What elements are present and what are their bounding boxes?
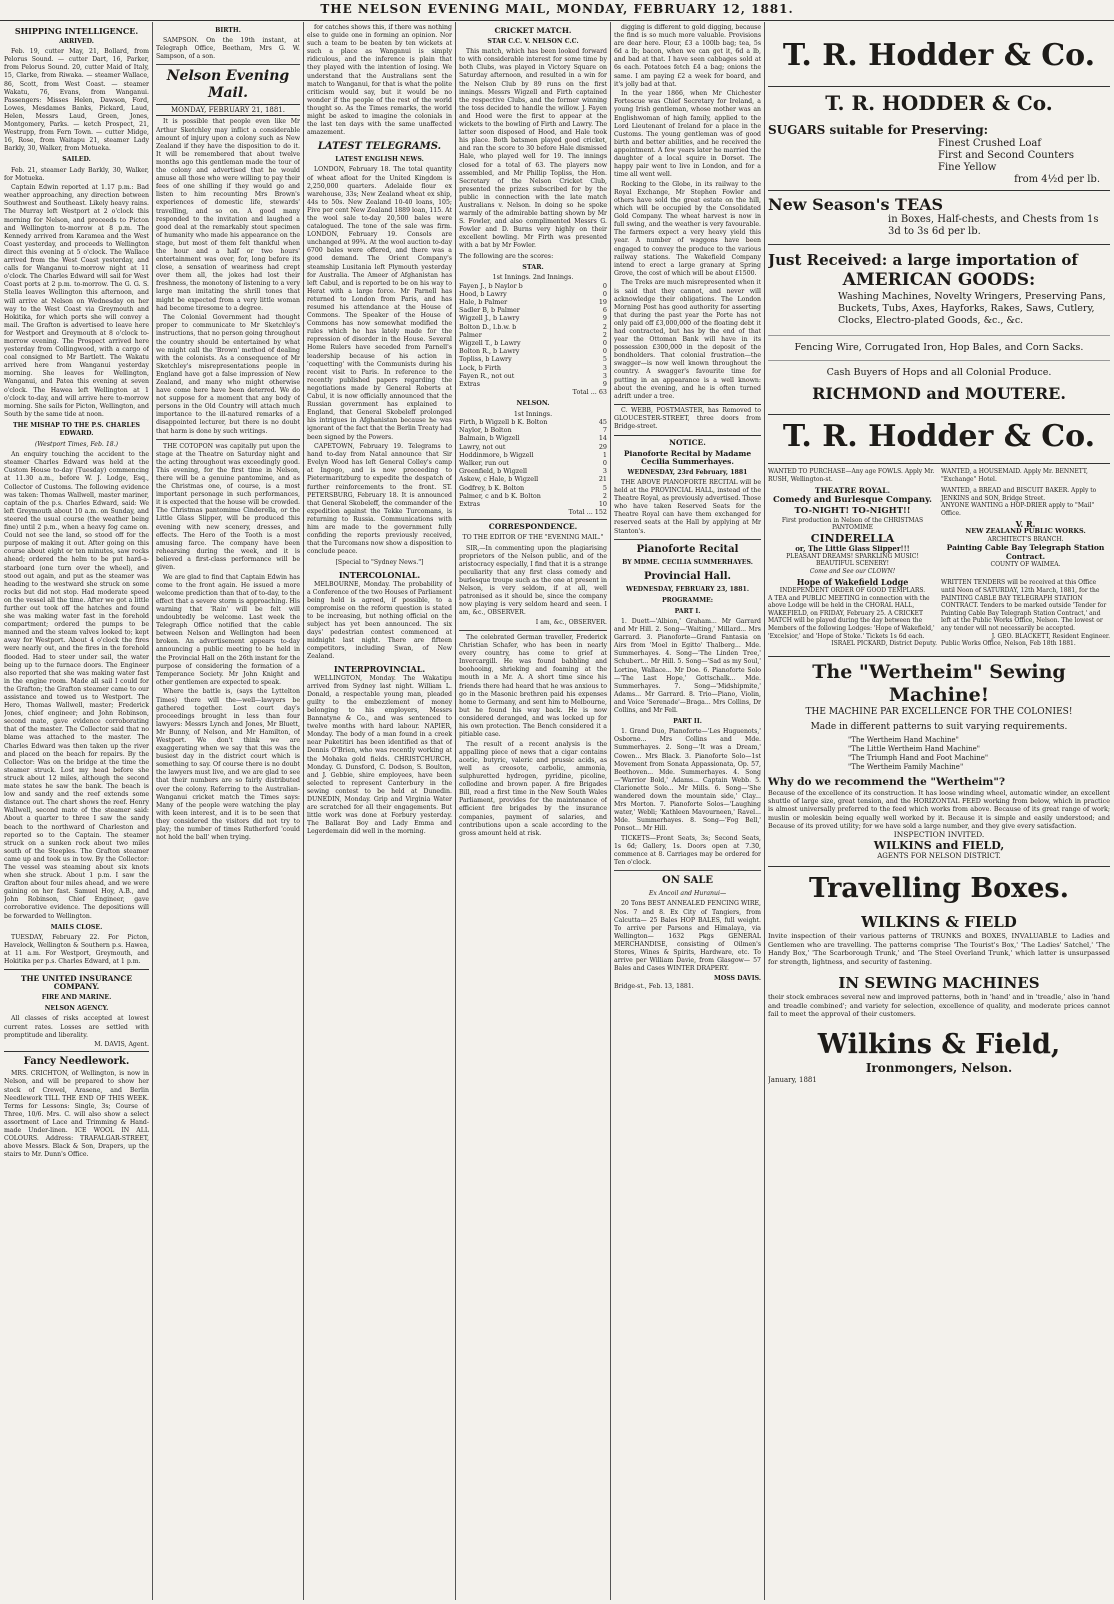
- theatre-company: Comedy and Burlesque Company.: [772, 494, 932, 505]
- score-row: [459, 306, 607, 314]
- scorecard: [459, 252, 607, 516]
- divider: [459, 519, 607, 520]
- recital-2-date: WEDNESDAY, FEBRUARY 23, 1881.: [626, 585, 749, 593]
- batsman-runs: 3: [602, 467, 607, 476]
- mishap-text: An enquiry touching the accident to the steamer Charles Edward was held at the Custom House to-day (Tuesday) commencing at 11.30 a.m., before W. J. Lodge, Esq., Collector of Customs. The following evidence was taken: Thomas Wallwell, master mariner, captain of the p.s. Charles Edward, said: We left Greymouth about 10 a.m. on Sunday, and steered the usual course (the weather being fine) until 2 p.m., when a heavy fog came on. Could not see the land, so stood off for the purpose of making it out. After going on this course about eight or ten minutes, saw rocks ahead; ordered the helm to be put hard-a-starboard (one turn over the wheel), and stood out again, and put as the steamer was heading to the westward she struck on some rocks but did not stop. Had moderate speed on the vessel all the time. After we got a little further out took off the hatches and found she was making water fast in the forehold compartment; ordered the pumps to be manned and the steam valves looked to; kept away for Westport. About 4 o'clock the fires were nearly out, and the fires in the forehold flooded. Had to steer under sail, the water being up to the furnace doors. The Engineer also reported that she was making water fast in the engine room. Made all sail I could for the Grafton; the Grafton steamer came to our assistance and towed us to Westport. The Hero, Thomas Wallwell, master; Frederick Jones, chief engineer; and John Robinson, second mate, gave evidence corroborating that of the master. The Collector said that no blame was attached to the master. The Charles Edward was then taken up the river and placed on the beach for repairs. By the Collector: Was on the bridge at the time the steamer struck. Lost my head before she struck about 12 miles, although the second mate states he saw the bank. The beach is low and sandy and the reef extends some distance out. The chart shows the reef. Henry Wallwell, second mate of the steamer said: About a quarter to three I saw the sandy beach to the northward of Charleston and reported so to the Captain. The steamer struck on a sunken rock about two miles south of the Steeples. The Grafton steamer came up and took us in tow. By the Collector: The vessel was steaming about six knots when she struck. About 1 p.m. I saw the Grafton about four miles ahead, and we were gaining on her fast. Samuel Hoy, A.B., and John Robinson, Chief Engineer, gave corroborative evidence. The depositions will be forwarded to Wellington.: [4, 451, 149, 920]
- batsman-runs: 45: [598, 417, 607, 426]
- insurance-agent: M. DAVIS, Agent.: [94, 1041, 149, 1049]
- score-row: [459, 364, 607, 372]
- divider: [614, 870, 761, 871]
- wanted-row-1: [768, 463, 1110, 483]
- cricket-match-text: This match, which has been looked forward to with considerable interest for some time by both Clubs, was played in Victory Square on Saturday afternoon, and resulted in a win for the Nelson Club by 89 runs on the first innings. Messrs Wigzell and Firth captained the respective Clubs, and the former winning the toss decided to handle the willow. J. Fayen and Hood were the first to appear at the wickets to the bowling of Firth and Lawry. The latter soon disposed of Hood, and Hale took his place. Both batsmen played good cricket, and ran the score to 30 before Hale dismissed Hale, who played well for 19. The innings closed for a total of 63. The players now assembled, and Mr Phillip Topliss, the Hon. Secretary of the Nelson Cricket Club, presented the prizes subscribed for by the public in connection with the late match Australians v. Nelson. In doing so he spoke warmly of the admirable batting shown by Mr S. Fowler, and also complimented Messrs G. Fowler and D. Burns very highly on their excellent bowling. Mr Firth was presented with a bat by Mr Fowler.: [459, 48, 607, 250]
- batsman-name: Fayen R., not out: [459, 371, 515, 380]
- wertheim-model: "The Triumph Hand and Foot Machine": [848, 753, 989, 762]
- sugars-heading: SUGARS suitable for Preserving:: [768, 123, 989, 137]
- sugars-item: Finest Crushed Loaf: [938, 138, 1042, 149]
- recital-2-heading: Pianoforte Recital: [636, 543, 739, 555]
- hodder-title-2: T. R. Hodder & Co.: [768, 414, 1110, 455]
- batsman-name: Hale, b Palmer: [459, 298, 508, 307]
- wertheim-model: "The Little Wertheim Hand Machine": [848, 744, 980, 753]
- star-total: Total ... 63: [572, 388, 607, 397]
- score-row: [459, 418, 607, 426]
- fencing-line: Fencing Wire, Corrugated Iron, Hop Bales, and Corn Sacks.: [768, 335, 1110, 354]
- batsman-runs: 0: [602, 289, 607, 298]
- batsman-name: Hoddinmore, b Wigzell: [459, 450, 534, 459]
- teas-heading: New Season's TEAS: [768, 190, 1110, 214]
- programme-part-1-items: 1. Duett—'Albion,' Graham... Mr Garrard and Mr Hill. 2. Song—'Waiting,' Millard... Mrs Garrard. 3. Pianoforte—Grand Fantasia on Airs from 'Moel in Egitto' Thalberg... Mde. Summerhayes. 4. Song—'The Linden Tree,' Schubert... Mr Hill. 5. Song—'Sad as my Soul,' Lortine, Wallace... Mr Doe. 6. Pianoforte Solo—'The Last Hope,' Gottschalk... Mde. Summerhayes. 7. Song—'Midshipmite,' Adams... Mr Garrard. 8. Trio—Piano, Violin, and Voice 'Serenade'—Braga... Mrs Collins, Dr Collins, and Mr Fell.: [614, 618, 761, 715]
- score-columns: 1st Innings. 2nd Innings.: [492, 273, 574, 282]
- sydney-heading: [Special to "Sydney News."]: [335, 559, 424, 567]
- nelson-total: Total ... 152: [568, 508, 607, 517]
- batsman-runs: 19: [598, 298, 607, 307]
- cinderella-sub: or, The Little Glass Slipper!!!: [795, 543, 910, 553]
- score-row: [459, 355, 607, 363]
- batsman-runs: 7: [602, 426, 607, 435]
- star-heading: STAR.: [522, 263, 544, 272]
- masthead: [0, 0, 1114, 21]
- hodder-subtitle: T. R. HODDER & Co.: [768, 86, 1110, 115]
- american-items: Washing Machines, Novelty Wringers, Preserving Pans, Buckets, Tubs, Axes, Hayforks, Rakes, Saws, Cutlery, Clocks, Electro-plated Goods, &c., &c.: [838, 291, 1106, 326]
- wilkins-field-title: WILKINS & FIELD: [861, 913, 1017, 932]
- tenders-sign: J. GEO. BLACKETT, Resident Engineer.: [991, 632, 1110, 640]
- paper-title: Nelson Evening Mail.: [166, 68, 290, 102]
- batsman-name: Palmer: [459, 330, 482, 339]
- right-column-ads: [941, 487, 1110, 575]
- nelson-heading: NELSON.: [516, 399, 550, 408]
- on-sale-sign: MOSS DAVIS.: [713, 974, 761, 982]
- batsman-name: Extras: [459, 499, 480, 508]
- sewing-text: their stock embraces several new and improved patterns, both in 'hand' and in 'treadle,' also in 'hand and treadle combined'; and variety for selection, excellence of quality, and moderate prices cannot fail to meet the approval of their customers.: [768, 993, 1110, 1019]
- column-rule: [764, 22, 765, 1600]
- column-5: [614, 24, 761, 1598]
- cinderella-title: CINDERELLA: [810, 531, 895, 545]
- tenders-office: Public Works Office, Nelson, Feb 18th 1881.: [941, 640, 1076, 648]
- english-news-heading: LATEST ENGLISH NEWS.: [335, 156, 424, 164]
- editorial-date: MONDAY, FEBRUARY 21, 1881.: [156, 104, 300, 116]
- wertheim-list: [768, 736, 1110, 772]
- batsman-runs: 0: [602, 281, 607, 290]
- batsman-name: Extras: [459, 380, 480, 389]
- tickets-text: TICKETS—Front Seats, 3s; Second Seats, 1s 6d; Gallery, 1s. Doors open at 7.30, commence at 8. Carriages may be ordered for Ten o'clock.: [614, 834, 761, 867]
- score-row: [459, 451, 607, 459]
- batsman-runs: 2: [602, 491, 607, 500]
- wertheim-made: Made in different patterns to suit varying requirements.: [810, 721, 1068, 732]
- turks-text: The Treks are much misrepresented when it is said that they cannot, and never will acknowledge their obligations. The London Morning Post has good authority for asserting that during the past year the Porte has not only paid off £3,000,000 of the floating debt it had contracted, but has by the end of that year the Ottoman Bank will have in its possession £300,000 in the deposit of the bondholders. That colonial frustration—the swagger—is now well known throughout the country. A swagger's favourite time for putting in an appearance is a well known: about the evening, and he is often turned adrift under a tree.: [614, 279, 761, 400]
- wanted-fowls: WANTED TO PURCHASE—Any age FOWLS. Apply Mr. RUSH, Wellington-st.: [768, 468, 935, 483]
- batsman-runs: 0: [602, 458, 607, 467]
- batsman-name: Firth, b Wigzell b K. Bolton: [459, 417, 548, 426]
- insurance-ad: [4, 969, 149, 1052]
- hodder-title: T. R. Hodder & Co.: [782, 38, 1096, 73]
- batsman-runs: 9: [602, 314, 607, 323]
- theatre-row: [768, 487, 1110, 575]
- batsman-runs: 5: [602, 355, 607, 364]
- batsman-name: Wigzell T., b Lawry: [459, 339, 521, 348]
- needlework-heading: Fancy Needlework.: [23, 1056, 130, 1068]
- digging-text: digging is different to gold digging, because the find is so much more valuable. Provisions are dear here. Flour, £3 a 100lb bag; tea, 5s 6d a lb; bacon, when we can get it, 6d a lb, and bad at that. I have seen cabbages sold at 6s each. Potatoes fetch £4 a bag; onions the same. I am paying £2 a week for board, and it's jolly bad at that.: [614, 24, 761, 88]
- correspondence-to: TO THE EDITOR OF THE "EVENING MAIL.": [462, 534, 604, 542]
- score-row: [459, 434, 607, 442]
- sugars-item: Fine Yellow: [938, 162, 997, 173]
- batsman-name: Naylor, b Bolton: [459, 426, 512, 435]
- batsman-runs: 9: [602, 380, 607, 389]
- mails-text: TUESDAY, February 22. For Picton, Havelock, Wellington & Southern p.s. Hawea, at 11 a.m. For Westport, Greymouth, and Hokitika per p.s. Charles Edward, at 1 p.m.: [4, 933, 149, 965]
- sewing-machines-heading: IN SEWING MACHINES: [838, 974, 1040, 993]
- recital-1-heading: Pianoforte Recital by Madame Cecilia Summerhayes.: [623, 448, 752, 466]
- editorial-para-2: The Colonial Government had thought proper to communicate to Mr Sketchley's instructions, that no person going throughout the country should be entertained by what we might call the 'Brown' method of dealing with the colonists. As a consequence of Mr Sketchley's misrepresentations people in England have got a false impression of New Zealand, and many who might otherwise have come here have been deterred. We do not suppose for a moment that any body of persons in the Old Country will attach much importance to the ill-natured remarks of a disappointed lecturer, but there is no doubt that harm is done by such writings.: [156, 314, 300, 435]
- divider: [156, 439, 300, 440]
- batsman-name: Greenfield, b Wigzell: [459, 467, 528, 476]
- column-rule: [610, 22, 611, 1600]
- batsman-runs: 3: [602, 371, 607, 380]
- batsman-runs: 2: [602, 322, 607, 331]
- on-sale-date: Bridge-st., Feb. 13, 1881.: [614, 982, 694, 990]
- birth-heading: BIRTH.: [215, 27, 241, 34]
- wertheim-title: The "Wertheim" Sewing Machine!: [768, 656, 1110, 707]
- why-text: Because of the excellence of its construction. It has loose winding wheel, automatic winder, an excellent shuttle of large size, great tension, and the HORIZONTAL FEED working from below, which in practice is almost universally preferred to the feed which works from above. Because of its great range of work; muslin or moleskin being equally well worked by it. Because it is simple and easily understood; and Because of its proved utility; for we have sold a large number, and they give every satisfaction.: [768, 788, 1110, 830]
- batsman-name: Balmain, b Wigzell: [459, 434, 520, 443]
- public-works-heading: NEW ZEALAND PUBLIC WORKS.: [965, 527, 1086, 536]
- interprovincial-text: WELLINGTON, Monday. The Wakatipu arrived from Sydney last night. William L. Donald, a respectable young man, pleaded guilty to the embezzlement of money belonging to his employers, Messrs Bannatyne & Co., and was sentenced to twelve months with hard labour. NAPIER, Monday. The body of a man found in a creek near Puketitiri has been identified as that of Dennis O'Brien, who was recently working at the Mohaka gold fields. CHRISTCHURCH, Monday. G. Dunsford, C. Dodson, S. Boulton, and J. Gebbie, shire employees, have been selected to represent Canterbury in the sewing contest to be held at Dunedin. DUNEDIN, Monday. Grip and Virginia Water are scratched for all their engagements. But little work was done at Forbury yesterday. The Ballarat Boy and Lady Emma and Legerdemain did well in the morning.: [307, 674, 452, 836]
- score-row: [459, 459, 607, 467]
- score-row: [459, 282, 607, 290]
- batsman-name: Palmer, c and b K. Bolton: [459, 491, 541, 500]
- batsman-name: Askew, c Hale, b Wigzell: [459, 475, 539, 484]
- column-4: [459, 24, 607, 1598]
- score-row: [459, 347, 607, 355]
- notice-heading: NOTICE.: [669, 437, 706, 447]
- tenders-text: WRITTEN TENDERS will be received at this Office until Noon of SATURDAY, 12th March, 1881, for the PAINTING CABLE BAY TELEGRAPH STATION CONTRACT. Tenders to be marked outside 'Tender for Painting Cable Bay Telegraph Station Contract,' and left at the Public Works Office, Nelson. The lowest or any tender will not necessarily be accepted.: [941, 579, 1107, 632]
- divider: [156, 64, 300, 65]
- mails-heading: MAILS CLOSE.: [50, 923, 103, 931]
- interprovincial-heading: INTERPROVINCIAL.: [333, 663, 426, 674]
- editorial-para-4: Where the battle is, (says the Lyttelton Times) there will the—well—lawyers be gathered together. Lost court day's proceedings brought in less than four lawyers: Messrs Lynch and Jones, Mr Bluett, Mr Bunny, of Nelson, and Mr Hamilton, of Westport. We don't think we are exaggerating when we say that this was the busiest day in the district court which is something to say. Of course there is no doubt the lawyers must live, and we are glad to see that their numbers are so fairly distributed over the colony. Referring to the Australian-Wanganui cricket match the Times says: Many of the people were watching the play with keen interest, and it is to be seen that they considered the visitors did not try to play; the number of times Rutherford 'could not hold the ball' when trying.: [156, 688, 300, 842]
- score-row: [459, 500, 607, 508]
- batsman-runs: 21: [598, 475, 607, 484]
- travelling-boxes-title: Travelling Boxes.: [768, 866, 1110, 905]
- teas-detail: in Boxes, Half-chests, and Chests from 1s 3d to 3s 6d per lb.: [888, 214, 1099, 237]
- trunks-text: Invite inspection of their various patterns of TRUNKS and BOXES, INVALUABLE to Ladies and Gentlemen who are travelling. The patterns comprise 'The Tourist's Box,' 'The Ladies' Satchel,' 'The Handy Box,' 'The Scarborough Trunk,' and 'The Steel Overland Trunk,' which latter is unsurpassed for strength, lightness, and security of fastening.: [768, 932, 1110, 966]
- editorial-para-1: It is possible that people even like Mr Arthur Sketchley may inflict a considerable amount of injury upon a colony such as New Zealand if they have the disposition to do it. It will be remembered that about twelve months ago this gentleman made the tour of the colony and advertised that he would amuse all those who were willing to pay their fees of one shilling if they would go and listen to him recounting Mrs Brown's experiences of domestic life, stewards' travelling, and so on. A good many responded to the invitation and laughed a good deal at the remarkably stout specimen of humanity who made his appearance on the stage, but most of them felt thankful when the hour and a half or two hours' entertainment was over, for, long before its close, a sensation of weariness had crept over them all, the jokes had lost their freshness, the monotony of listening to a very large man imitating the shrill tones that might be expected from a very little woman had become tiresome to a degree.: [156, 118, 300, 312]
- cable-bay-heading: Painting Cable Bay Telegraph Station Contract.: [946, 543, 1105, 562]
- score-row: [459, 443, 607, 451]
- batsman-runs: 0: [602, 339, 607, 348]
- theatre-note: THE COTOPON was capitally put upon the stage at the Theatre on Saturday night and the acting throughout was exceedingly good. This evening, for the first time in Nelson, there will be a genuine pantomime, and as the Christmas one, of course, is a most important personage in such performances, it is expected that the house will be crowded. The Christmas pantomime Cinderella, or the Little Glass Slipper, will be produced this evening with new scenery, dresses, and effects. The Hero of the Tooth is a most amusing farce. The company have been rehearsing during the week, and it is believed a first-class performance will be given.: [156, 442, 300, 572]
- theatre-text: First production in Nelson of the CHRISTMAS PANTOMIME: [781, 516, 924, 532]
- theatre-tagline: PLEASANT DREAMS! SPARKLING MUSIC! BEAUTIFUL SCENERY!: [786, 552, 919, 568]
- batsman-name: Walker, run out: [459, 458, 509, 467]
- inspection-invited: INSPECTION INVITED.: [893, 830, 985, 840]
- agents-name: WILKINS and FIELD,: [873, 839, 1005, 853]
- batsman-name: Lawry, not out: [459, 442, 506, 451]
- score-row: [459, 467, 607, 475]
- shipping-heading: SHIPPING INTELLIGENCE.: [14, 26, 139, 36]
- recital-2-venue: Provincial Hall.: [644, 570, 731, 582]
- theatre-heading: THEATRE ROYAL.: [814, 486, 891, 496]
- arrived-text: Feb. 19, cutter May, 21, Bollard, from Pelorus Sound. — cutter Dart, 16, Parker, from Pelorus Sound. 20, cutter Maid of Italy, 15, Clarke, from Riwaka. — steamer Wallace, 86, Scott, from West Coast. — steamer Wakatu, 76, Evans, from Wanganui. Passengers: Misses Helen, Dawson, Ford, Lowes, Mesdames Banks, Pickard, Laud, Helen, Messrs Laud, Green, Jones, Montgomery, Parks. — ketch Prospect, 21, Westrupp, from Fern Town. — cutter Midge, 16, Rose, from Waitapu 21, steamer Lady Barkly, 30, Walker, from Motueka.: [4, 48, 149, 153]
- score-row: [459, 380, 607, 388]
- score-row: [459, 290, 607, 298]
- birth-text: SAMPSON. On the 19th instant, at Telegraph Office, Beetham, Mrs G. W. Sampson, of a son.: [156, 37, 300, 61]
- arrived-heading: ARRIVED.: [59, 38, 94, 46]
- theatre-foot: Come and See our CLOWN!: [809, 567, 896, 575]
- score-row: [459, 298, 607, 306]
- programme-part-1: PART I.: [674, 607, 701, 615]
- sailed-heading: SAILED.: [62, 156, 91, 164]
- batsman-name: Lock, b Firth: [459, 363, 501, 372]
- score-row: [459, 372, 607, 380]
- recital-1-text: THE ABOVE PIANOFORTE RECITAL will be held at the PROVINCIAL HALL, instead of the Theatre Royal, as previously advertised. Those who have taken Reserved Seats for the Theatre Royal can have them exchanged for reserved seats at the Hall by applying at Mr Stanton's.: [614, 478, 761, 535]
- richmond-moutere: RICHMOND and MOUTERE.: [812, 384, 1066, 403]
- on-sale-sub: Ex Ancoil and Huranui—: [648, 890, 727, 898]
- english-news-text: LONDON, February 18. The total quantity of wheat afloat for the United Kingdom is 2,250,000 quarters. Adelaide flour ex warehouse, 33s; New Zealand wheat ex ship, 44s to 50s. New Zealand 10-40 loans, 105; Five per cent New Zealand 1889 loan, 115. At the wool sale to-day 20,500 bales were catalogued. The tone of the sale was firm. LONDON, February 19. Consols are unchanged at 99¾. At the wool auction to-day 6700 bales were offered, and there was a good demand. The Orient Company's steamship Lusitania left Plymouth yesterday for Australia. The Ameer of Afghanistan has left Cabul, and is reported to be on his way to Herat with a large force. Mr Parnell has returned to London from Paris, and has resumed his attendance at the House of Commons. The Speaker of the House of Commons has now somewhat modified the rules which he has lately made for the repression of disorder in the House. Several Home Rulers have seceded from Parnell's leadership because of his action in 'coquetting' with the Communists during his recent visit to Paris. In reference to the recently published papers regarding the negotiations made by General Roberts at Cabul, it is now officially announced that the Russian government has explained to England, that General Skobeleff prolonged his intrigues in Afghanistan because he was ignorant of the fact that the Berlin Treaty had been signed by the Powers.: [307, 166, 452, 441]
- score-row: [459, 331, 607, 339]
- column-rule: [152, 22, 153, 1600]
- batsman-name: Sadler B, b Palmer: [459, 306, 520, 315]
- webb-text: C. WEBB, POSTMASTER, has Removed to GLOUCESTER-STREET, three doors from Bridge-street.: [614, 406, 761, 430]
- column-rule: [455, 22, 456, 1600]
- wertheim-model: "The Wertheim Family Machine": [848, 762, 964, 771]
- ironmongers-sub: Ironmongers, Nelson.: [865, 1060, 1013, 1075]
- column-2: [156, 24, 300, 1598]
- batsman-runs: 1: [602, 450, 607, 459]
- irish-gentleman-text: In the year 1866, when Mr Chichester Fortescue was Chief Secretary for Ireland, a young Irish gentleman, whose mother was an Englishwoman of high family, applied to the Lord Lieutenant of Ireland for a place in the Customs. The young gentleman was of good birth and better abilities, and he received the appointment. A few years later he married the daughter of a local squire in Dorset. The happy pair went to live in London, and for a time all went well.: [614, 90, 761, 179]
- column-3: [307, 24, 452, 1598]
- batsman-name: Godfrey, b K. Bolton: [459, 483, 525, 492]
- cigar-text: The result of a recent analysis is the appalling piece of news that a cigar contains acetic, butyric, valeric and prussic acids, as well as creosote, carbolic, ammonia, sulphuretted hydrogen, pyridine, picoline, collodine and brown paper. A fire Brigades Bill, read a first time in the New South Wales Parliament, provides for the maintenance of efficient fire brigades by the insurance companies, payment of salaries, and contributions upon a scale according to the gross amount held at risk.: [459, 740, 607, 837]
- sugars-item: from 4½d per lb.: [1014, 174, 1100, 185]
- batsman-name: Bolton D., l.b.w. b: [459, 322, 517, 331]
- batsman-runs: 5: [602, 483, 607, 492]
- wanted-hop-drier: ANYONE WANTING a HOP-DRIER apply to "Mail" Office.: [941, 502, 1095, 517]
- correspondence-sign: I am, &c., OBSERVER.: [535, 618, 607, 626]
- ironmongers-title: Wilkins & Field,: [817, 1028, 1061, 1060]
- ironmongers-date: January, 1881: [768, 1075, 817, 1084]
- hope-lodge-ad: [768, 579, 937, 647]
- column-1: [4, 24, 149, 1598]
- webb-ad: [614, 404, 761, 436]
- programme-heading: PROGRAMME:: [661, 596, 714, 604]
- batsman-name: Topliss, b Lawry: [459, 355, 512, 364]
- hope-sub: INDEPENDENT ORDER OF GOOD TEMPLARS.: [779, 586, 926, 594]
- vr-crest: V. R.: [1015, 518, 1036, 529]
- wertheim-subtitle: THE MACHINE PAR EXCELLENCE FOR THE COLONIES!: [805, 706, 1073, 717]
- batsman-runs: 29: [598, 442, 607, 451]
- score-title: The following are the scores:: [459, 252, 554, 261]
- insurance-agency: NELSON AGENCY.: [44, 1005, 109, 1013]
- hope-text: A TEA and PUBLIC MEETING in connection with the above Lodge will be held in the CHORAL HALL, WAKEFIELD, on FRIDAY, February 25. A CRICKET MATCH will be played during the day between the Members of the following Lodges: 'Hope of Wakefield,' 'Excelsior,' and 'Hope of Stoke.' Tickets 1s 6d each.: [768, 594, 935, 640]
- telegrams-heading: LATEST TELEGRAMS.: [317, 141, 442, 153]
- column-rule: [303, 22, 304, 1600]
- batsman-runs: 10: [598, 499, 607, 508]
- batsman-runs: 0: [602, 347, 607, 356]
- theatre-tonight: TO-NIGHT! TO-NIGHT!!: [794, 505, 911, 516]
- capetown-text: CAPETOWN, February 19. Telegrams to hand to-day from Natal announce that Sir Evelyn Wood has left General Colley's camp at Ingogo, and is now proceeding to Pietermaritzburg to expedite the despatch of further reinforcements to the front. ST. PETERSBURG, February 18. It is announced that General Skobeleff, the commander of the expedition against the Tekke Turcomans, is returning to Russia. Communications with him are made to the government fully confiding the reports previously received, that the Turcomans now show a disposition to conclude peace.: [307, 443, 452, 556]
- score-row: [459, 426, 607, 434]
- shipping-text: Captain Edwin reported at 1.17 p.m.: Bad weather approaching, any direction between Southwest and Southeast. Likely heavy rains. The Murray left Westport at 2 o'clock this morning for Nelson, and proceeds to Picton and Wellington to-morrow at 8 p.m. The Kennedy arrived from Karamea and the West Coast yesterday, and proceeds to Wellington direct this evening at 5 o'clock. The Wallace arrived from the West Coast yesterday, and calls for Wanganui to-morrow night at 11 o'clock. The Charles Edward will sail for West Coast ports at 2 p.m. to-morrow. The G. G. S. Stella leaves Wellington this afternoon, and will arrive at Nelson on Wednesday on her way to the West Coast via Greymouth and Hokitika, for which ports she will convey a mail. The Grafton is advertised to leave here for Westport and Greymouth at 8 o'clock to-morrow evening. The Prospect arrived here yesterday from Collingwood, with a cargo of coal consigned to Mr Bartlett. The Wakatu arrived here from Wanganui yesterday morning. She leaves for Wellington, Wanganui, and Patea this evening at seven o'clock. The Hawea left Wellington at 1 o'clock to-day, and will arrive here to-morrow morning. She sails for Picton, Wellington, and South by the same tide at noon.: [4, 184, 149, 418]
- correspondence-text: SIR,—In commenting upon the plagiarising proprietors of the Nelson public, and of the aristocracy especially, I find that it is a strange peculiarity that any first class comedy and burlesque troupe such as the one at present in Nelson, is very seldom, if at all, well patronised as it should be, since the company now playing is very seldom heard and seen. I am, &c., OBSERVER.: [459, 544, 607, 617]
- on-sale-text: 20 Tons BEST ANNEALED FENCING WIRE, Nos. 7 and 8. Ex City of Tangiers, from Calcutta— 25 Bales HOP BALES, full weight. To arrive per Parsons and Himalaya, via Wellington— 1632 Pkgs GENERAL MERCHANDISE, consisting of Oilmen's Stores, Wines & Spirits, Hardware, etc. To arrive per William Davie, from Glasgow— 57 Bales and Cases WINTER DRAPERY.: [614, 900, 761, 973]
- insurance-sub: FIRE AND MARINE.: [41, 994, 112, 1002]
- intercolonial-heading: INTERCOLONIAL.: [338, 569, 421, 580]
- cash-buyers-line: Cash Buyers of Hops and all Colonial Produce.: [768, 360, 1110, 379]
- sailed-text: Feb. 21, steamer Lady Barkly, 30, Walker, for Motueka.: [4, 166, 149, 182]
- batsman-runs: 2: [602, 330, 607, 339]
- hope-sign: ISRAEL PICKARD, District Deputy.: [831, 640, 937, 648]
- batsman-name: Hood, b Lawry: [459, 289, 507, 298]
- batsman-name: Bolton R., b Lawry: [459, 347, 520, 356]
- on-sale-heading: ON SALE: [662, 875, 713, 887]
- nelson-scores: [459, 418, 607, 508]
- star-scores: [459, 282, 607, 389]
- recital-2-by: BY MDME. CECILIA SUMMERHAYES.: [622, 558, 753, 566]
- sugars-list: [768, 138, 1110, 186]
- batsman-name: Fayen J., b Naylor b: [459, 281, 523, 290]
- score-row: [459, 475, 607, 483]
- hope-heading: Hope of Wakefield Lodge: [796, 577, 909, 588]
- county-line: COUNTY OF WAIMEA.: [990, 561, 1061, 569]
- score-row: [459, 339, 607, 347]
- mishap-heading: THE MISHAP TO THE P.S. CHARLES EDWARD.: [12, 421, 141, 437]
- agents-sub: AGENTS FOR NELSON DISTRICT.: [877, 852, 1001, 861]
- batsman-name: Wigzell J., b Lawry: [459, 314, 520, 323]
- nelson-sub: 1st Innings.: [513, 409, 553, 418]
- lodge-tender-row: [768, 579, 1110, 647]
- batsman-runs: 14: [598, 434, 607, 443]
- divider: [614, 539, 761, 540]
- insurance-text: All classes of risks accepted at lowest current rates. Losses are settled with promptitude and liberality.: [4, 1015, 149, 1039]
- programme-part-2: PART II.: [673, 718, 702, 726]
- architects-branch: ARCHITECT'S BRANCH.: [987, 535, 1064, 543]
- wanted-baker: WANTED, a BREAD and BISCUIT BAKER. Apply to JENKINS and SON, Bridge Street.: [941, 487, 1097, 502]
- cricket-match-heading: CRICKET MATCH.: [494, 26, 572, 35]
- received-heading: Just Received: a large importation of: [768, 244, 1110, 270]
- divider: [459, 630, 607, 631]
- recital-1-date: WEDNESDAY, 23rd February, 1881: [627, 468, 748, 476]
- sugars-item: First and Second Counters: [938, 150, 1075, 161]
- advertisement-block: [768, 24, 1110, 1598]
- tenders-ad: [941, 579, 1110, 647]
- american-heading: AMERICAN GOODS:: [842, 270, 1036, 290]
- harvest-text: Rocking to the Globe, in its railway to the Royal Exchange, Mr Stephen Fowler and others have sold the great estate on the hill, which will be occupied by the Consolidated Gold Company. The wheat harvest is now in full swing, and the weather is very favourable. The farmers expect a very heavy yield this year. A number of waggons have been engaged to convey the produce to the various railway stations. The Wakefield Company intend to erect a large granary at Spring Grove, the cost of which will be about £1500.: [614, 180, 761, 277]
- batsman-runs: 3: [602, 363, 607, 372]
- editorial-para-3: We are glad to find that Captain Edwin has come to the front again. He issued a more welcome prediction than that of to-day, to the effect that a severe storm is approaching. His warning that 'Rain' will be felt will undoubtedly be welcome. Last week the Telegraph Office notified that the cable between Nelson and Wellington had been broken. An advertisement appears to-day announcing a public meeting to be held in the Provincial Hall on the 26th instant for the purpose of considering the formation of a Temperance Society. Mr John Knight and other gentlemen are expected to speak.: [156, 573, 300, 686]
- mishap-source: (Westport Times, Feb. 18.): [34, 441, 119, 449]
- wanted-housemaid: WANTED, a HOUSEMAID. Apply Mr. BENNETT, "Exchange" Hotel.: [941, 468, 1088, 483]
- masthead-title: THE NELSON EVENING MAIL, MONDAY, FEBRUARY 12, 1881.: [320, 2, 794, 16]
- score-row: [459, 484, 607, 492]
- needlework-text: MRS. CRICHTON, of Wellington, is now in Nelson, and will be prepared to show her stock of Crewel, Arasene, and Berlin Needlework TILL THE END OF THIS WEEK. Terms for Lessons: Single, 3s; Course of Three, 10/6. Mrs. C. will also show a select assortment of Lace and Trimming & Hand-made Under-linen. ICE WOOL IN ALL COLOURS. Address: TRAFALGAR-STREET, above Messrs. Black & Son, Drapers, up the stairs to Mr. Dunn's Office.: [4, 1070, 149, 1159]
- theatre-ad: [768, 487, 937, 575]
- cricket-match-sub: STAR C.C. V. NELSON C.C.: [487, 38, 579, 46]
- insurance-title: THE UNITED INSURANCE COMPANY.: [20, 974, 133, 992]
- wertheim-model: "The Wertheim Hand Machine": [848, 735, 959, 744]
- score-row: [459, 314, 607, 322]
- score-row: [459, 492, 607, 500]
- why-heading: Why do we recommend the "Wertheim"?: [768, 775, 1006, 788]
- correspondence-heading: CORRESPONDENCE.: [488, 522, 578, 532]
- cricket-commentary: for catches shows this, if there was nothing else to guide one in forming an opinion. Nor such a team to be beaten by ten wickets at such a place as Wanganui is simply ridiculous, and the inference is plain that they played with the intention of losing. We understand that the Australians sent the match to Wanganui, for that is what the polite criticism would say, but it would be no wonder if the people of the rest of the world thought so. As the Times remarks, the world might be asked to imagine the colonials in the last ten days with the same unaffected amazement.: [307, 24, 452, 137]
- traveller-text: The celebrated German traveller, Frederick Christian Schafer, who has been in nearly every country, has come to grief at Invercargill. He was found babbling and boohooing, shrieking and foaming at the mouth in a Mr. A. A short time since his friends there had heard that he was anxious to go in the Masonic brethren paid his expenses home to Germany, and sent him to Melbourne, but he found his way back. He is now considered deranged, and was locked up for his own protection. The Bench considered it a pitiable case.: [459, 633, 607, 739]
- score-row: [459, 323, 607, 331]
- intercolonial-text: MELBOURNE, Monday. The probability of a Conference of the two Houses of Parliament being held is agreed, if possible, to a compromise on the reform question is stated to be increasing, but nothing official on the subject has yet been announced. The six days' pedestrian contest commenced at midnight last night. There are fifteen competitors, including Swan, of New Zealand.: [307, 580, 452, 661]
- programme-part-2-items: 1. Grand Duo, Pianoforte—'Les Huguenots,' Osborne... Mrs Collins and Mde. Summerhayes. 2. Song—'It was a Dream,' Cowen... Mrs Black. 3. Pianoforte Solo—1st Movement from Sonata Appassionata, Op. 57, Beethoven... Mde. Summerhayes. 4. Song—'Warrior Bold,' Adams... Captain Webb. 5. Clarionette Solo... Mr Mills. 6. Song—'She wandered down the mountain side,' Clay... Mrs Morton. 7. Pianoforte Solos—'Laughing water,' Webli; 'Kathleen Mavourneen,' Ravel... Mde. Summerhayes. 8. Song—'Fog Bell,' Ponsot... Mr Hill.: [614, 728, 761, 833]
- batsman-runs: 6: [602, 306, 607, 315]
